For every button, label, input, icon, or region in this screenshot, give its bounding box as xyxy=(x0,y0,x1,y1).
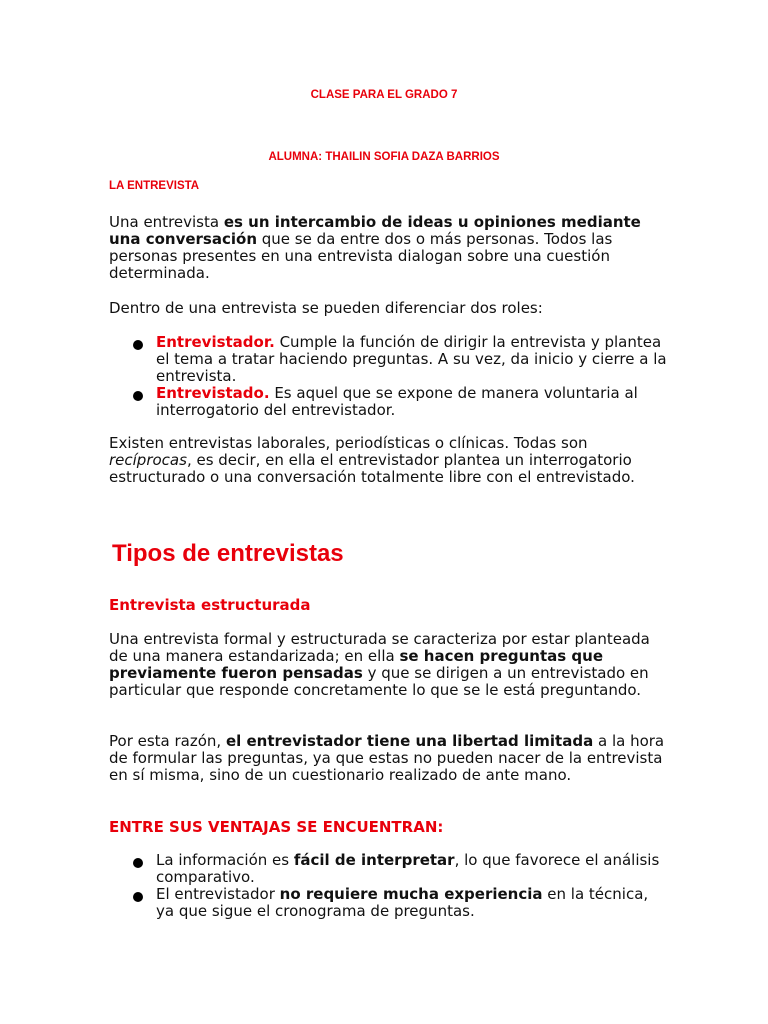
roles-list xyxy=(109,334,669,419)
list-item: Entrevistador. Cumple la función de dirigir la entrevista y plantea el tema a tratar haciendo preguntas. A su vez, da inicio y cierre a la entrevista. xyxy=(109,334,669,385)
reciprocas-paragraph: Existen entrevistas laborales, periodísticas o clínicas. Todas son recíprocas, es decir, en ella el entrevistador plantea un interrogatorio estructurado o una conversación totalmente libre con el entrevistado. xyxy=(109,434,635,486)
libertad-paragraph: Por esta razón, el entrevistador tiene una libertad limitada a la hora de formular las preguntas, ya que estas no pueden nacer de la entrevista en sí misma, sino de un cuestionario realizado de ante mano. xyxy=(109,732,665,784)
list-item: La información es fácil de interpretar, lo que favorece el análisis comparativo. xyxy=(109,852,669,886)
bullet-icon xyxy=(133,892,143,902)
bullet-icon xyxy=(133,858,143,868)
list-item: El entrevistador no requiere mucha experiencia en la técnica, ya que sigue el cronograma de preguntas. xyxy=(109,886,669,920)
ventajas-list xyxy=(109,852,669,920)
bullet-icon xyxy=(133,340,143,350)
topic-title: LA ENTREVISTA xyxy=(109,180,200,192)
ventajas-title: ENTRE SUS VENTAJAS SE ENCUENTRAN: xyxy=(109,818,444,836)
section-title: Tipos de entrevistas xyxy=(112,540,344,567)
bullet-icon xyxy=(133,391,143,401)
student-name: ALUMNA: THAILIN SOFIA DAZA BARRIOS xyxy=(268,151,500,163)
estructurada-paragraph: Una entrevista formal y estructurada se caracteriza por estar planteada de una manera estandarizada; en ella se hacen preguntas que previamente fueron pensadas y que se dirigen a un entrevistado en particular que responde concretamente lo que se le está preguntando. xyxy=(109,630,650,699)
subsection-title: Entrevista estructurada xyxy=(109,596,311,614)
list-item: Entrevistado. Es aquel que se expone de manera voluntaria al interrogatorio del entrevistador. xyxy=(109,385,669,419)
class-title: CLASE PARA EL GRADO 7 xyxy=(310,89,458,101)
intro-paragraph: Una entrevista es un intercambio de ideas u opiniones mediante una conversación que se da entre dos o más personas. Todos las personas presentes en una entrevista dialogan sobre una cuestión determinada. xyxy=(109,213,641,282)
roles-intro: Dentro de una entrevista se pueden diferenciar dos roles: xyxy=(109,299,543,317)
